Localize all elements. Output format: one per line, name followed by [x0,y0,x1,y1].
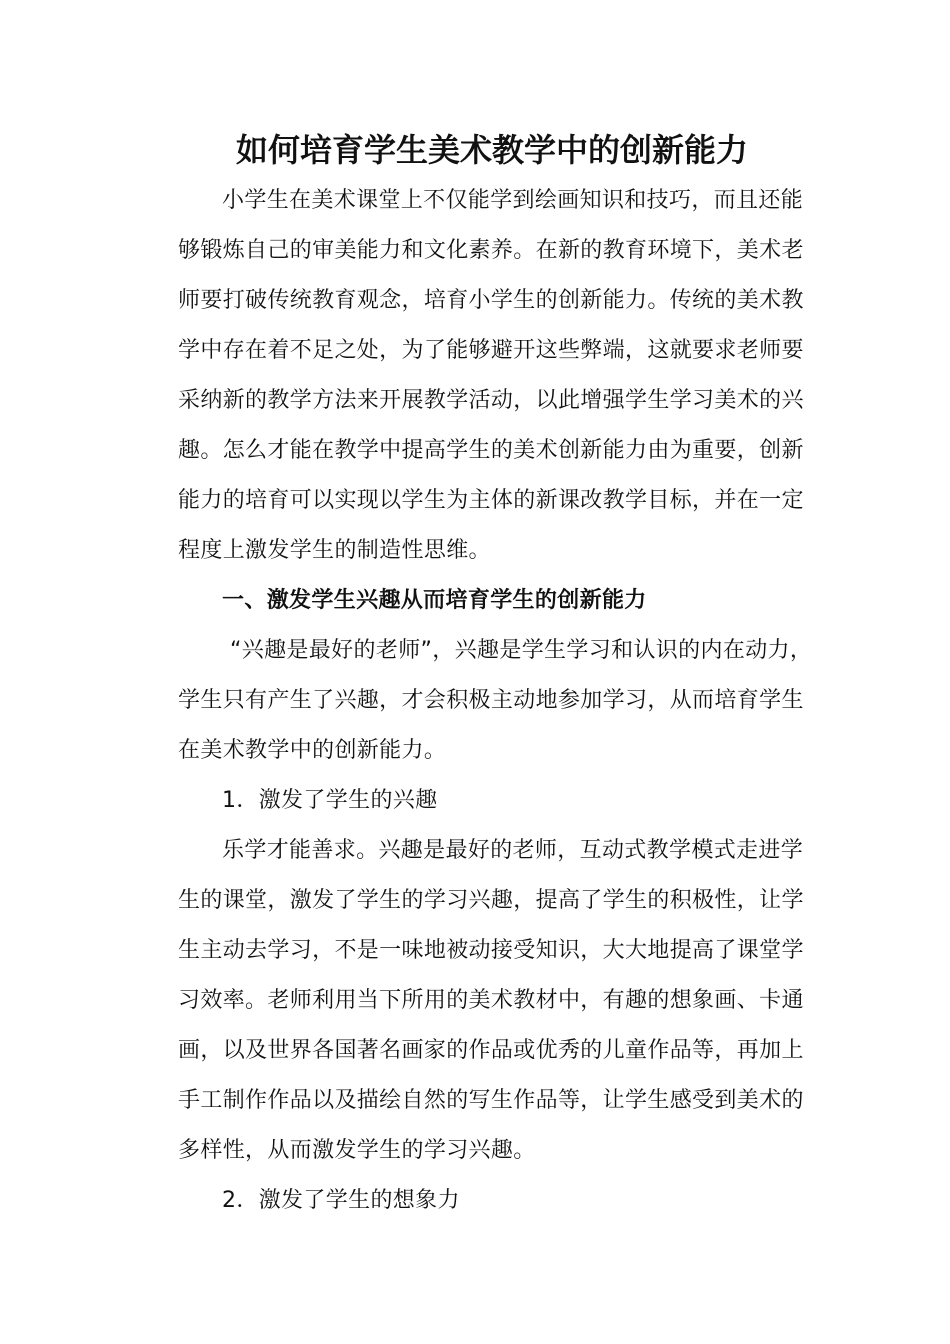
intro-paragraph-line: 师要打破传统教育观念，培育小学生的创新能力。传统的美术教 [178,288,804,313]
subheading: 2．激发了学生的想象力 [222,1188,460,1213]
subsection1-paragraph-line: 生的课堂，激发了学生的学习兴趣，提高了学生的积极性，让学 [178,888,804,913]
subsection1-paragraph-line: 乐学才能善求。兴趣是最好的老师，互动式教学模式走进学 [222,838,804,863]
subsection1-paragraph-line: 生主动去学习，不是一味地被动接受知识，大大地提高了课堂学 [178,938,804,963]
intro-paragraph-line: 能力的培育可以实现以学生为主体的新课改教学目标，并在一定 [178,488,804,513]
subheading: 1．激发了学生的兴趣 [222,788,438,813]
intro-paragraph-line: 小学生在美术课堂上不仅能学到绘画知识和技巧，而且还能 [222,188,804,213]
intro-paragraph-line: 程度上激发学生的制造性思维。 [178,538,491,563]
document-title: 如何培育学生美术教学中的创新能力 [235,131,748,169]
subsection1-paragraph-line: 习效率。老师利用当下所用的美术教材中，有趣的想象画、卡通 [178,988,804,1013]
intro-paragraph-line: 学中存在着不足之处，为了能够避开这些弊端，这就要求老师要 [178,338,804,363]
section1-paragraph-line: “兴趣是最好的老师”，兴趣是学生学习和认识的内在动力， [230,638,813,663]
section1-paragraph-line: 在美术教学中的创新能力。 [178,738,447,763]
intro-paragraph-line: 趣。怎么才能在教学中提高学生的美术创新能力由为重要，创新 [178,438,804,463]
intro-paragraph-line: 采纳新的教学方法来开展教学活动，以此增强学生学习美术的兴 [178,388,804,413]
intro-paragraph-line: 够锻炼自己的审美能力和文化素养。在新的教育环境下，美术老 [178,238,804,263]
subsection1-paragraph-line: 多样性，从而激发学生的学习兴趣。 [178,1138,536,1163]
subsection1-paragraph-line: 手工制作作品以及描绘自然的写生作品等，让学生感受到美术的 [178,1088,804,1113]
section-heading: 一、激发学生兴趣从而培育学生的创新能力 [222,588,647,613]
section1-paragraph-line: 学生只有产生了兴趣，才会积极主动地参加学习，从而培育学生 [178,688,804,713]
subsection1-paragraph-line: 画，以及世界各国著名画家的作品或优秀的儿童作品等，再加上 [178,1038,804,1063]
